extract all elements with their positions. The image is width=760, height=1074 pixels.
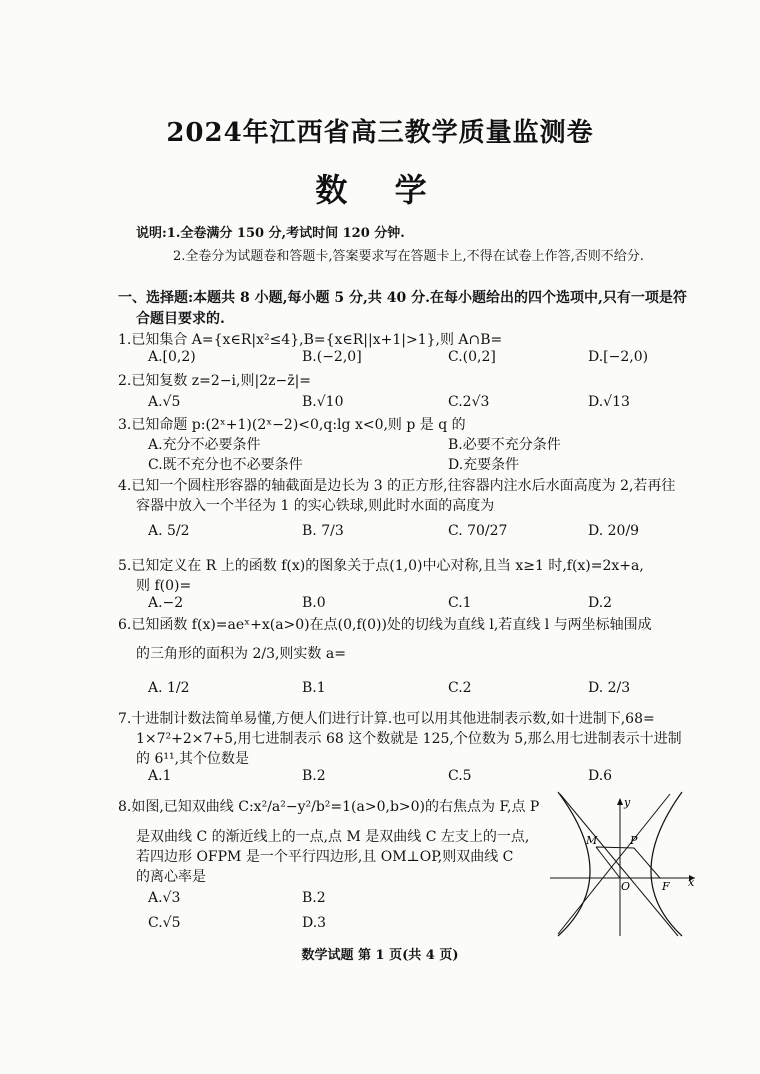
question-8-option-c: C.√5 <box>148 915 181 931</box>
question-8-stem-line-1: 8.如图,已知双曲线 C:x²/a²−y²/b²=1(a>0,b>0)的右焦点为 F,点 P <box>118 799 540 815</box>
section-heading-line-2: 合题目要求的. <box>136 311 225 327</box>
page-footer: 数学试题 第 1 页(共 4 页) <box>301 948 459 963</box>
question-1-option-b: B.(−2,0] <box>302 349 362 365</box>
question-8-option-d: D.3 <box>302 915 327 931</box>
question-4-stem-line-1: 4.已知一个圆柱形容器的轴截面是边长为 3 的正方形,往容器内注水后水面高度为 2,若再往 <box>118 478 676 494</box>
hyperbola-right-branch <box>651 792 682 936</box>
question-6-option-c: C.2 <box>448 680 472 696</box>
question-6-option-d: D. 2/3 <box>588 680 631 696</box>
question-1-option-c: C.(0,2] <box>448 349 496 365</box>
label-x: x <box>688 876 695 889</box>
label-m: M <box>586 834 598 847</box>
question-8-stem-line-2: 是双曲线 C 的渐近线上的一点,点 M 是双曲线 C 左支上的一点, <box>136 829 530 845</box>
question-3-option-a: A.充分不必要条件 <box>148 437 261 453</box>
question-1-option-a: A.[0,2) <box>148 349 196 365</box>
question-7-option-a: A.1 <box>148 768 172 784</box>
page-title: 2024年江西省高三教学质量监测卷 <box>166 118 594 148</box>
question-4-stem-line-2: 容器中放入一个半径为 1 的实心铁球,则此时水面的高度为 <box>136 498 495 514</box>
question-3-option-d: D.充要条件 <box>448 457 520 473</box>
question-6-option-b: B.1 <box>302 680 326 696</box>
question-5-option-c: C.1 <box>448 595 472 611</box>
question-2-option-b: B.√10 <box>302 394 344 410</box>
question-6-stem-line-2: 的三角形的面积为 2/3,则实数 a= <box>136 646 346 662</box>
question-7-stem-line-3: 的 6¹¹,其个位数是 <box>136 751 250 767</box>
y-axis-arrow-icon <box>617 798 623 805</box>
question-3-option-b: B.必要不充分条件 <box>448 437 561 453</box>
question-2-stem: 2.已知复数 z=2−i,则|2z−z̄|= <box>118 373 312 389</box>
question-5-option-b: B.0 <box>302 595 326 611</box>
hyperbola-figure <box>550 786 700 941</box>
question-8-option-b: B.2 <box>302 890 326 906</box>
question-2-option-c: C.2√3 <box>448 394 490 410</box>
question-5-stem-line-1: 5.已知定义在 R 上的函数 f(x)的图象关于点(1,0)中心对称,且当 x≥1 时,f(x)=2x+a, <box>118 558 644 574</box>
question-7-option-c: C.5 <box>448 768 472 784</box>
question-1-stem: 1.已知集合 A={x∈R|x²≤4},B={x∈R||x+1|>1},则 A∩B= <box>118 332 503 348</box>
question-6-option-a: A. 1/2 <box>148 680 190 696</box>
question-2-option-d: D.√13 <box>588 394 630 410</box>
label-p: P <box>630 834 638 847</box>
subject-heading: 数 学 <box>315 171 445 209</box>
question-1-option-d: D.[−2,0) <box>588 349 649 365</box>
question-7-option-b: B.2 <box>302 768 326 784</box>
question-3-option-c: C.既不充分也不必要条件 <box>148 457 303 473</box>
label-y: y <box>624 796 631 809</box>
question-2-option-a: A.√5 <box>148 394 181 410</box>
asymptote-line-2 <box>560 794 678 936</box>
question-6-stem-line-1: 6.已知函数 f(x)=aeˣ+x(a>0)在点(0,f(0))处的切线为直线 l,若直线 l 与两坐标轴围成 <box>118 617 652 633</box>
question-8-stem-line-3: 若四边形 OFPM 是一个平行四边形,且 OM⊥OP,则双曲线 C <box>136 849 514 865</box>
asymptote-line-1 <box>558 794 670 934</box>
question-4-option-c: C. 70/27 <box>448 523 508 539</box>
parallelogram-ofpm <box>596 847 660 878</box>
question-4-option-b: B. 7/3 <box>302 523 344 539</box>
question-4-option-d: D. 20/9 <box>588 523 640 539</box>
note-line-2: 2.全卷分为试题卷和答题卡,答案要求写在答题卡上,不得在试卷上作答,否则不给分. <box>173 249 644 264</box>
question-7-stem-line-1: 7.十进制计数法简单易懂,方便人们进行计算.也可以用其他进制表示数,如十进制下,68= <box>118 711 655 727</box>
question-8-option-a: A.√3 <box>148 890 181 906</box>
label-f: F <box>662 880 670 893</box>
note-line-1: 说明:1.全卷满分 150 分,考试时间 120 分钟. <box>136 226 405 241</box>
question-3-stem: 3.已知命题 p:(2ˣ+1)(2ˣ−2)<0,q:lg x<0,则 p 是 q 的 <box>118 417 466 433</box>
question-4-option-a: A. 5/2 <box>148 523 190 539</box>
question-5-stem-line-2: 则 f(0)= <box>136 578 192 594</box>
question-5-option-a: A.−2 <box>148 595 184 611</box>
question-5-option-d: D.2 <box>588 595 613 611</box>
question-7-option-d: D.6 <box>588 768 613 784</box>
question-8-stem-line-4: 的离心率是 <box>136 869 206 885</box>
question-7-stem-line-2: 1×7²+2×7+5,用七进制表示 68 这个数就是 125,个位数为 5,那么用七进制表示十进制 <box>136 731 682 747</box>
section-heading-line-1: 一、选择题:本题共 8 小题,每小题 5 分,共 40 分.在每小题给出的四个选项中,只有一项是符 <box>118 290 687 306</box>
label-o: O <box>621 880 631 893</box>
